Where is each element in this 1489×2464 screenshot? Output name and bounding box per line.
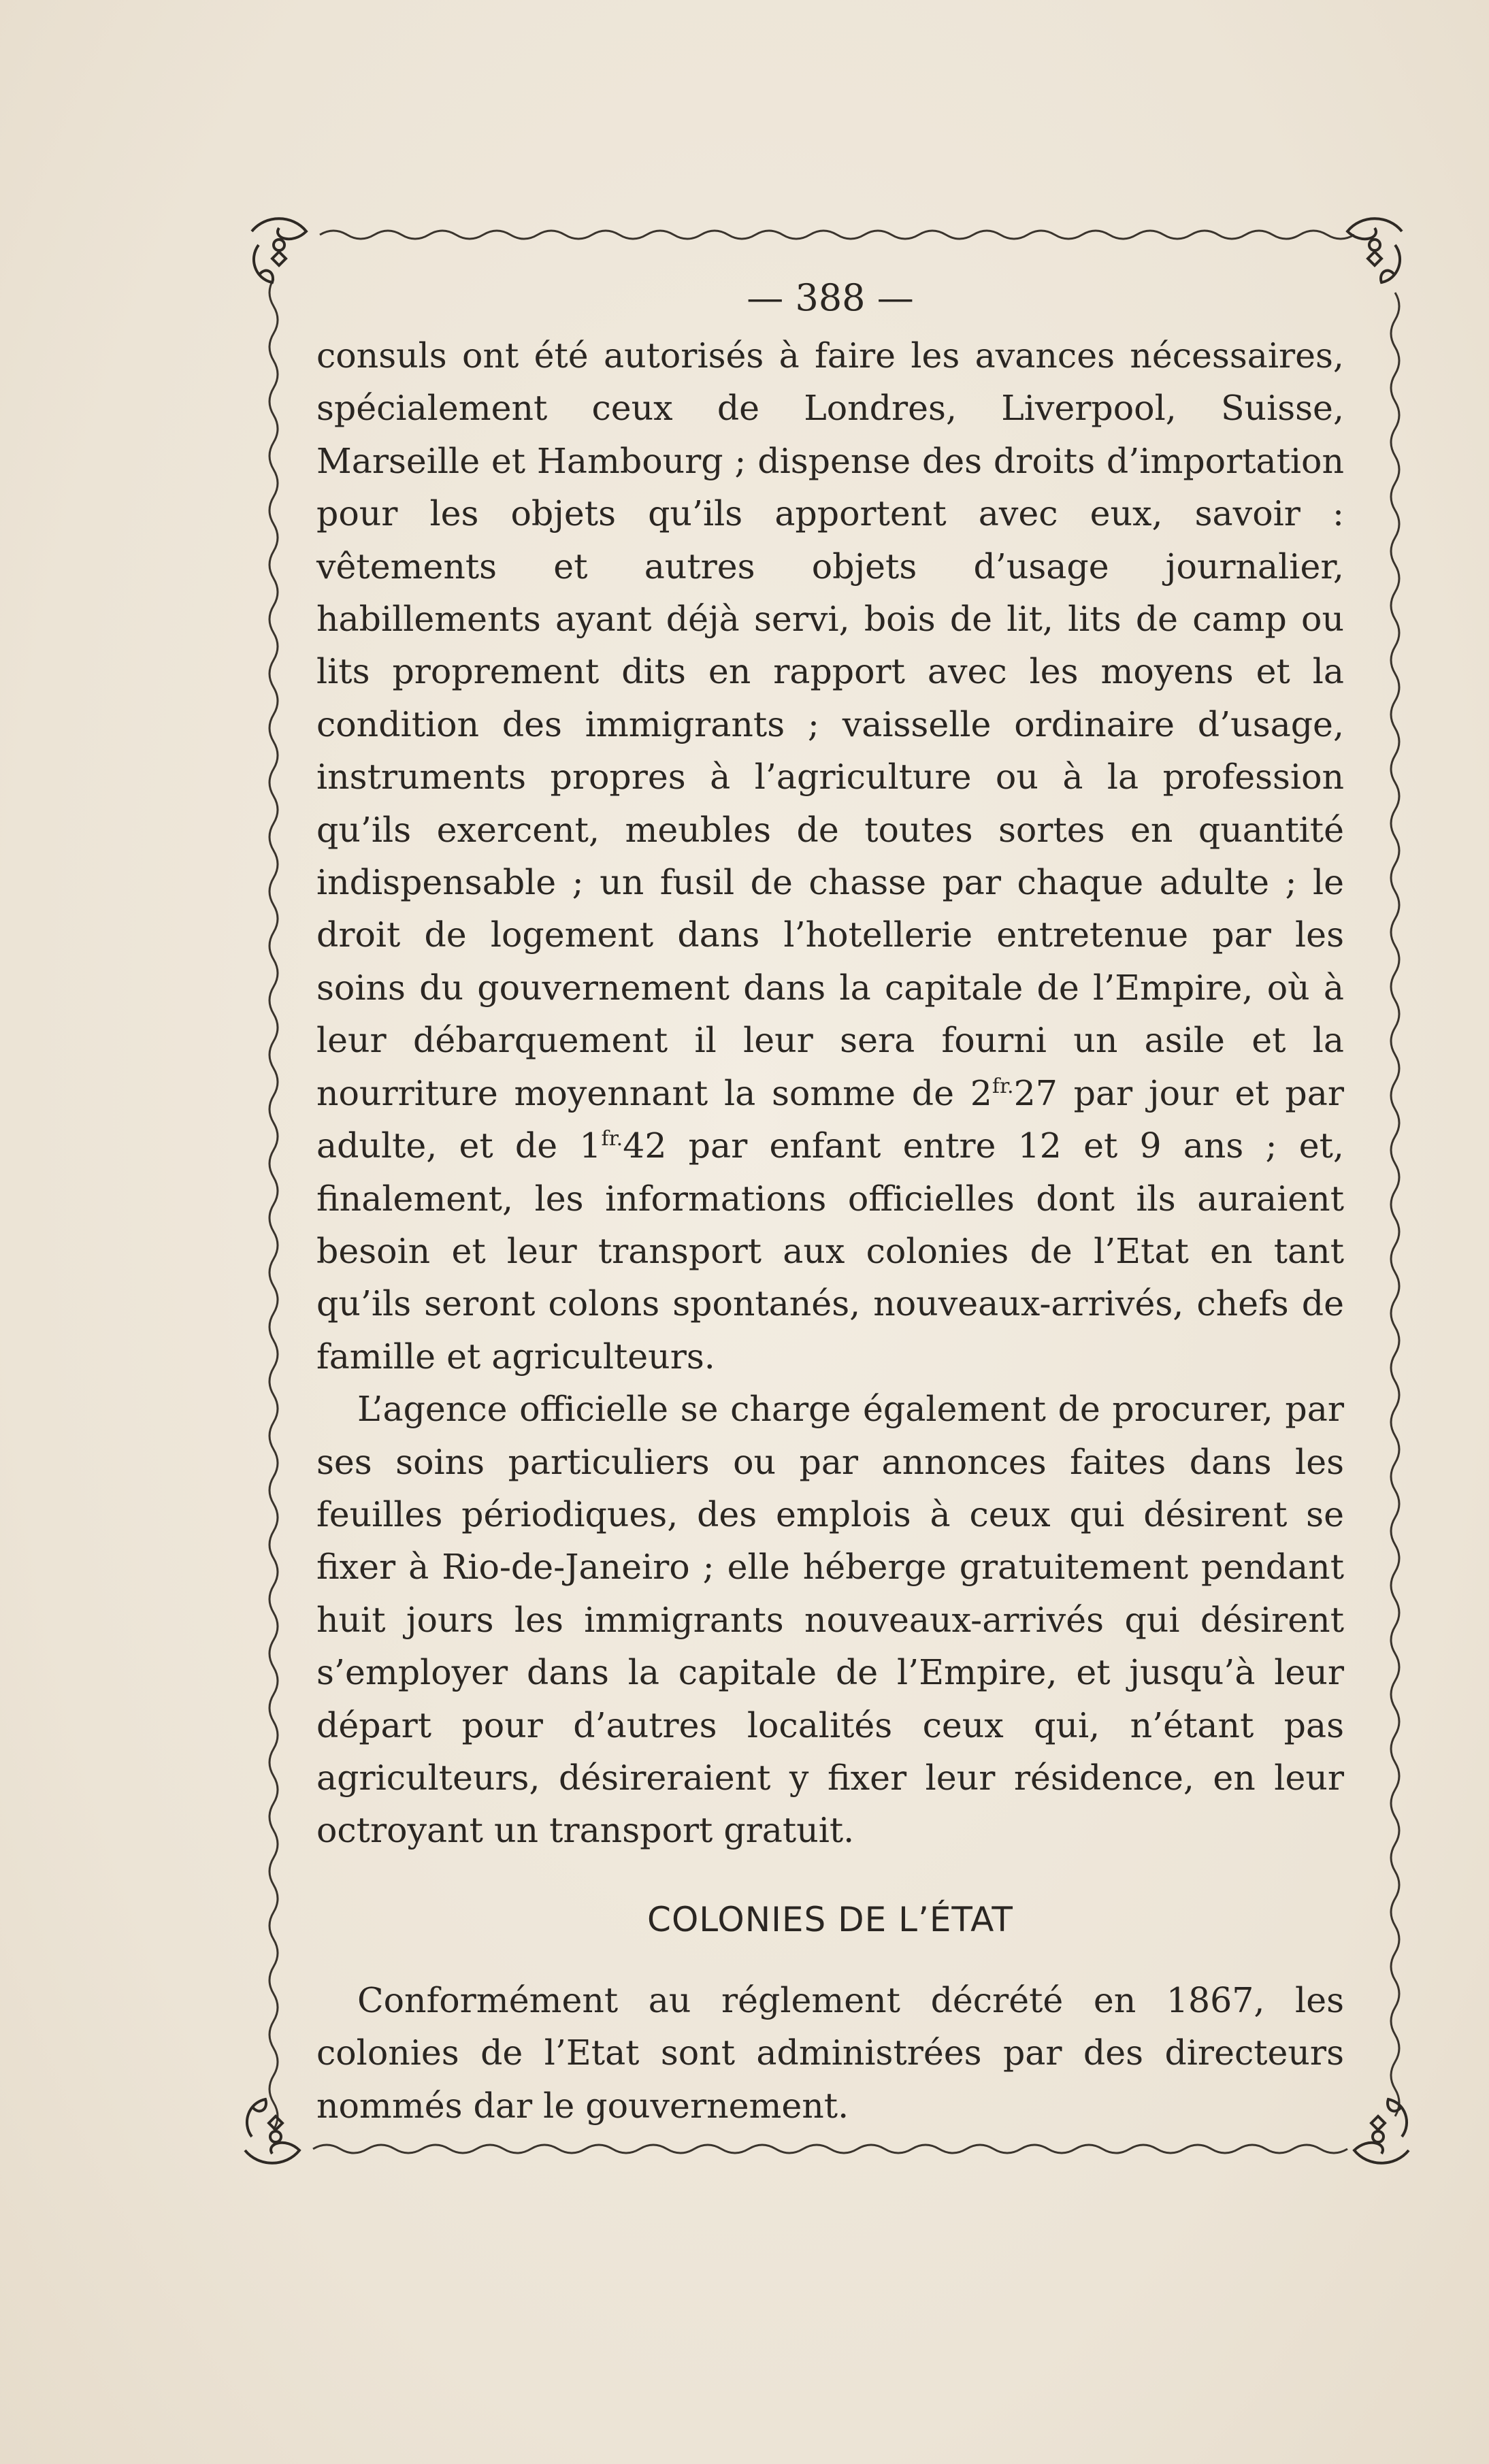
price-child-cents: 42 bbox=[623, 1126, 667, 1166]
bottom-wave-line bbox=[313, 2145, 1347, 2153]
text-block bbox=[316, 267, 1344, 2132]
top-left-flourish-icon bbox=[252, 218, 306, 282]
paragraph-1-text-c: par enfant entre 12 et 9 ans ; et, finalement, les informations officielles dont ils auraient besoin et leur transport aux colonies de l’Etat en tant qu’ils seront colons spontanés, nouveaux-arrivés, chefs de famille et agriculteurs. bbox=[316, 1126, 1344, 1377]
bottom-left-flourish-icon bbox=[245, 2099, 299, 2163]
price-adult-amount: 2 bbox=[970, 1072, 992, 1113]
paragraph-1-text-b: par jour et par adulte, et de bbox=[316, 1072, 1345, 1166]
left-wave-line bbox=[269, 279, 278, 2130]
section-title: COLONIES DE L’ÉTAT bbox=[647, 1899, 1013, 1939]
right-wave-line bbox=[1391, 293, 1399, 2116]
price-child bbox=[579, 1126, 666, 1166]
price-child-amount: 1 bbox=[579, 1126, 602, 1166]
price-adult-cents: 27 bbox=[1013, 1072, 1058, 1113]
top-wave-line bbox=[320, 231, 1354, 239]
page-number: — 388 — bbox=[747, 276, 914, 319]
top-right-flourish-icon bbox=[1347, 218, 1402, 282]
price-adult bbox=[970, 1073, 1058, 1113]
paragraph-state-colonies: Conformément au réglement décrété en 1867, les colonies de l’Etat sont administrées par des directeurs nommés dar le gouvernement. bbox=[316, 1980, 1344, 2126]
paragraph-immigrant-benefits bbox=[316, 329, 1344, 1383]
price-child-unit: fr. bbox=[601, 1127, 623, 1151]
paragraph-1-text-a: consuls ont été autorisés à faire les avances nécessaires, spécialement ceux de Londres, Liverpool, Suisse, Marseille et Hambourg ; dispense des droits d’importation pour les objets qu’ils apportent avec eux, savoir : vêtements et autres objets d’usage journalier, habillements ayant déjà servi, bois de lit, lits de camp ou lits proprement dits en rapport avec les moyens et la condition des immigrants ; vaisselle ordinaire d’usage, instruments propres à l’agriculture ou à la profession qu’ils exercent, meubles de toutes sortes en quantité indispensable ; un fusil de chasse par chaque adulte ; le droit de logement dans l’hotellerie entretenue par les soins du gouvernement dans la capitale de l’Empire, où à leur débarquement il leur sera fourni un asile et la nourriture moyennant la somme de bbox=[316, 335, 1344, 1113]
bottom-right-flourish-icon bbox=[1354, 2099, 1409, 2163]
price-adult-unit: fr. bbox=[992, 1074, 1014, 1098]
paragraph-official-agency: L’agence officielle se charge également de procurer, par ses soins particuliers ou par annonces faites dans les feuilles périodiques, des emplois à ceux qui désirent se fixer à Rio-de-Janeiro ; elle héberge gratuitement pendant huit jours les immigrants nouveaux-arrivés qui désirent s’employer dans la capitale de l’Empire, et jusqu’à leur départ pour d’autres localités ceux qui, n’étant pas agriculteurs, désireraient y fixer leur résidence, en leur octroyant un transport gratuit. bbox=[316, 1389, 1344, 1851]
